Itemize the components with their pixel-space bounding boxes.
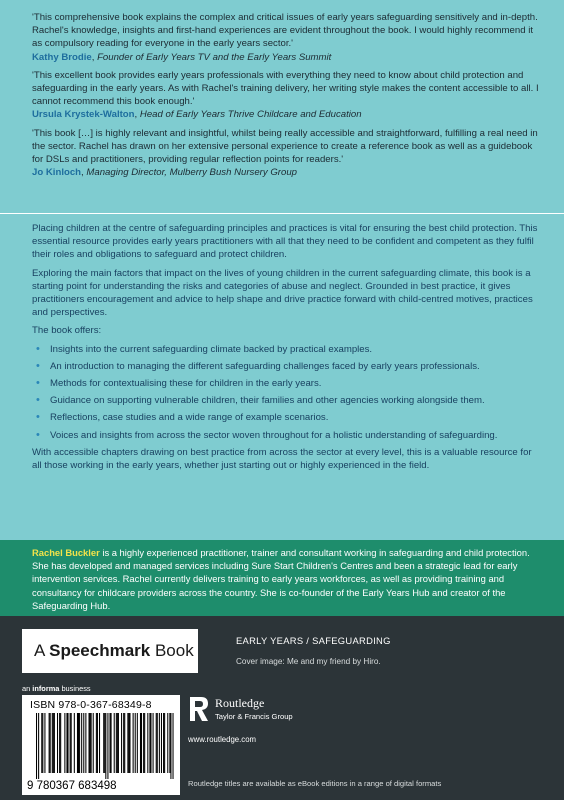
speechmark-wordmark: [34, 640, 194, 662]
informa-brand: informa: [32, 684, 60, 693]
offers-list-item: [32, 343, 540, 356]
closing-paragraph: With accessible chapters drawing on best practice from across the sector at every level, this is a valuable resource for all those working in the early years, whether just starting out or highly experienced in the field.: [32, 446, 532, 472]
barcode-bar: [42, 713, 43, 773]
barcode-bar: [44, 713, 45, 773]
quote-attribution: Jo Kinloch, Managing Director, Mulberry Bush Nursery Group: [32, 167, 298, 179]
barcode-bar: [150, 713, 151, 773]
barcode-bar: [127, 713, 128, 773]
quote-attribution: Kathy Brodie, Founder of Early Years TV and the Early Years Summit: [32, 51, 332, 63]
offers-item-text: Voices and insights from across the sector woven throughout for a holistic understanding of safeguarding.: [50, 429, 498, 441]
barcode-bar: [41, 713, 42, 773]
barcode-bar: [164, 713, 165, 773]
barcode-bar: [116, 713, 117, 773]
cover-image-credit: Cover image: Me and my friend by Hiro.: [236, 657, 381, 666]
barcode-bar: [103, 713, 104, 773]
barcode-bar: [147, 713, 148, 773]
quote-text: 'This excellent book provides early years professionals with everything they need to know about child protection and safeguarding in the early years. As with Rachel's training delivery, her writing style makes the content accessible to all. I cannot recommend this book enough.': [32, 69, 539, 108]
speechmark-brand: Speechmark: [49, 641, 151, 660]
endorsement-quote: [32, 11, 542, 64]
barcode-bar: [93, 713, 94, 773]
section-divider: [0, 213, 564, 214]
barcode-bar: [167, 713, 168, 773]
barcode-bar: [137, 713, 138, 773]
endorsement-quote: [32, 127, 542, 180]
offers-item-text: An introduction to managing the different safeguarding challenges faced by early years professionals.: [50, 360, 480, 372]
speechmark-suffix: Book: [150, 641, 194, 660]
bullet-icon: •: [36, 411, 40, 424]
author-bio-band: [0, 540, 564, 616]
barcode-bar: [140, 713, 141, 773]
offers-list-item: [32, 411, 540, 424]
barcode-bar: [71, 713, 72, 773]
barcode-bar: [135, 713, 136, 773]
barcode-bar: [81, 713, 82, 773]
barcode-bar: [173, 713, 174, 779]
informa-business-label: [22, 684, 91, 693]
barcode-bar: [96, 713, 97, 773]
author-bio-text: is a highly experienced practitioner, trainer and consultant working in safeguarding and child protection. She has developed and managed services including Sure Start Children's Centres and been a strategic lead for early intervention services. Rachel currently delivers training to early years workforces, as well as providing training and consultancy for childcare providers across the country. She is co-founder of the Early Years Hub and creator of the Safeguarding Hub.: [32, 547, 530, 611]
barcode-bar: [91, 713, 92, 773]
quote-author-role: Founder of Early Years TV and the Early Years Summit: [97, 51, 332, 63]
barcode-bar: [133, 713, 134, 773]
author-bio: [32, 546, 538, 612]
description-paragraph: Exploring the main factors that impact on the lives of young children in the current safeguarding climate, this book is a starting point for understanding the risks and categories of abuse and neglect. Grounded in best practice, it gives practitioners encouragement and advice to help shape and drive practice forward with child-centred motives, practices and perspectives.: [32, 267, 533, 319]
barcode-bar: [60, 713, 61, 773]
quote-author-name: Jo Kinloch: [32, 167, 82, 179]
barcode-bar: [53, 713, 54, 773]
bullet-icon: •: [36, 377, 40, 390]
barcode-bar: [66, 713, 67, 773]
barcode-bar: [110, 713, 111, 773]
offers-item-text: Reflections, case studies and a wide range of example scenarios.: [50, 412, 329, 424]
quote-author-name: Ursula Krystek-Walton: [32, 109, 135, 121]
barcode-bar: [38, 713, 39, 779]
bullet-icon: •: [36, 342, 40, 355]
barcode-bar: [85, 713, 86, 773]
barcode-bar: [49, 713, 50, 773]
quote-author-role: Head of Early Years Thrive Childcare and Education: [139, 109, 362, 121]
barcode-bar: [156, 713, 157, 773]
barcode-bar: [105, 713, 106, 779]
barcode-bar: [144, 713, 145, 773]
speechmark-logo: [22, 629, 198, 673]
offers-heading: The book offers:: [32, 325, 102, 337]
informa-prefix: an: [22, 684, 33, 693]
bullet-icon: •: [36, 428, 40, 441]
barcode-bar: [161, 713, 162, 773]
barcode-bar: [83, 713, 84, 773]
quote-text: 'This comprehensive book explains the complex and critical issues of early years safeguarding sensitively and in-depth. Rachel's knowledge, insights and first-hand experiences are evident throughout the book. I would highly recommend it as compulsory reading for everyone in the early years sector.': [32, 12, 538, 50]
barcode-bar: [36, 713, 37, 779]
offers-list-item: [32, 377, 540, 390]
barcode-bar: [79, 713, 80, 773]
endorsement-quote: [32, 69, 542, 122]
barcode-bar: [50, 713, 51, 773]
barcode-bar: [78, 713, 79, 773]
barcode-bar: [157, 713, 158, 773]
quote-author-role: Managing Director, Mulberry Bush Nursery Group: [86, 167, 298, 179]
barcode-bar: [68, 713, 69, 773]
barcode-bar: [99, 713, 100, 773]
barcode-bar: [141, 713, 142, 773]
barcode-number: 9 780367 683498: [27, 780, 117, 792]
barcode-bar: [70, 713, 71, 773]
routledge-group: Taylor & Francis Group: [215, 712, 293, 721]
informa-suffix: business: [59, 684, 91, 693]
barcode-bar: [111, 713, 112, 773]
barcode-bar: [54, 713, 55, 773]
barcode-bar: [149, 713, 150, 773]
publisher-website: www.routledge.com: [188, 735, 257, 744]
barcode-bar: [121, 713, 122, 773]
barcode-bar: [107, 713, 108, 779]
barcode-bar: [64, 713, 65, 773]
barcode-bar: [74, 713, 75, 773]
barcode-bar: [77, 713, 78, 773]
barcode-bar: [163, 713, 164, 773]
ebook-availability-note: Routledge titles are available as eBook editions in a range of digital formats: [188, 779, 442, 788]
isbn-barcode: [22, 695, 180, 795]
barcode-bar: [89, 713, 90, 773]
quote-text: 'This book […] is highly relevant and insightful, whilst being really accessible and straightforward, fulfilling a real need in the sector. Rachel has drawn on her extensive personal experience to create a reference book as well as a guidebook for DSLs and practitioners, providing regular reflection points for readers.': [32, 127, 538, 166]
endorsement-quotes: [32, 11, 542, 184]
routledge-logo-icon: [188, 695, 210, 723]
barcode-bar: [90, 713, 91, 773]
barcode-bar: [129, 713, 130, 773]
barcode-bar: [159, 713, 160, 773]
isbn-label: ISBN 978-0-367-68349-8: [30, 699, 152, 711]
barcode-bar: [52, 713, 53, 773]
barcode-bar: [124, 713, 125, 773]
subject-category: EARLY YEARS / SAFEGUARDING: [236, 635, 391, 646]
barcode-bar: [169, 713, 170, 773]
author-name: Rachel Buckler: [32, 547, 100, 558]
barcode-bar: [170, 713, 171, 779]
speechmark-prefix: A: [34, 641, 50, 660]
barcode-bar: [118, 713, 119, 773]
routledge-name: Routledge: [215, 696, 265, 710]
barcode-bar: [114, 713, 115, 773]
description-paragraph: Placing children at the centre of safeguarding principles and practices is vital for ensuring the best child protection. This essential resource provides early years practitioners with all that they need to be confident and competent as they fulfil their roles and obligations to safeguard and protect children.: [32, 223, 538, 261]
bullet-icon: •: [36, 359, 40, 372]
offers-item-text: Insights into the current safeguarding climate backed by practical examples.: [50, 343, 373, 355]
barcode-bar: [128, 713, 129, 773]
barcode-bar: [143, 713, 144, 773]
quote-author-name: Kathy Brodie: [32, 51, 92, 63]
offers-list-item: [32, 394, 540, 407]
offers-item-text: Guidance on supporting vulnerable children, their families and other agencies working alongside them.: [50, 395, 485, 407]
barcode-bar: [117, 713, 118, 773]
barcode-bar: [59, 713, 60, 773]
offers-item-text: Methods for contextualising these for children in the early years.: [50, 378, 322, 390]
barcode-bar: [153, 713, 154, 773]
offers-list-item: [32, 429, 540, 442]
barcode-bar: [57, 713, 58, 773]
book-description: [32, 222, 540, 477]
bullet-icon: •: [36, 394, 40, 407]
quote-attribution: Ursula Krystek-Walton, Head of Early Years Thrive Childcare and Education: [32, 109, 362, 121]
barcode-bar: [97, 713, 98, 773]
offers-list-item: [32, 360, 540, 373]
barcode-bar: [123, 713, 124, 773]
offers-list: [32, 343, 540, 442]
publisher-footer: [0, 616, 564, 800]
barcode-bar: [104, 713, 105, 773]
